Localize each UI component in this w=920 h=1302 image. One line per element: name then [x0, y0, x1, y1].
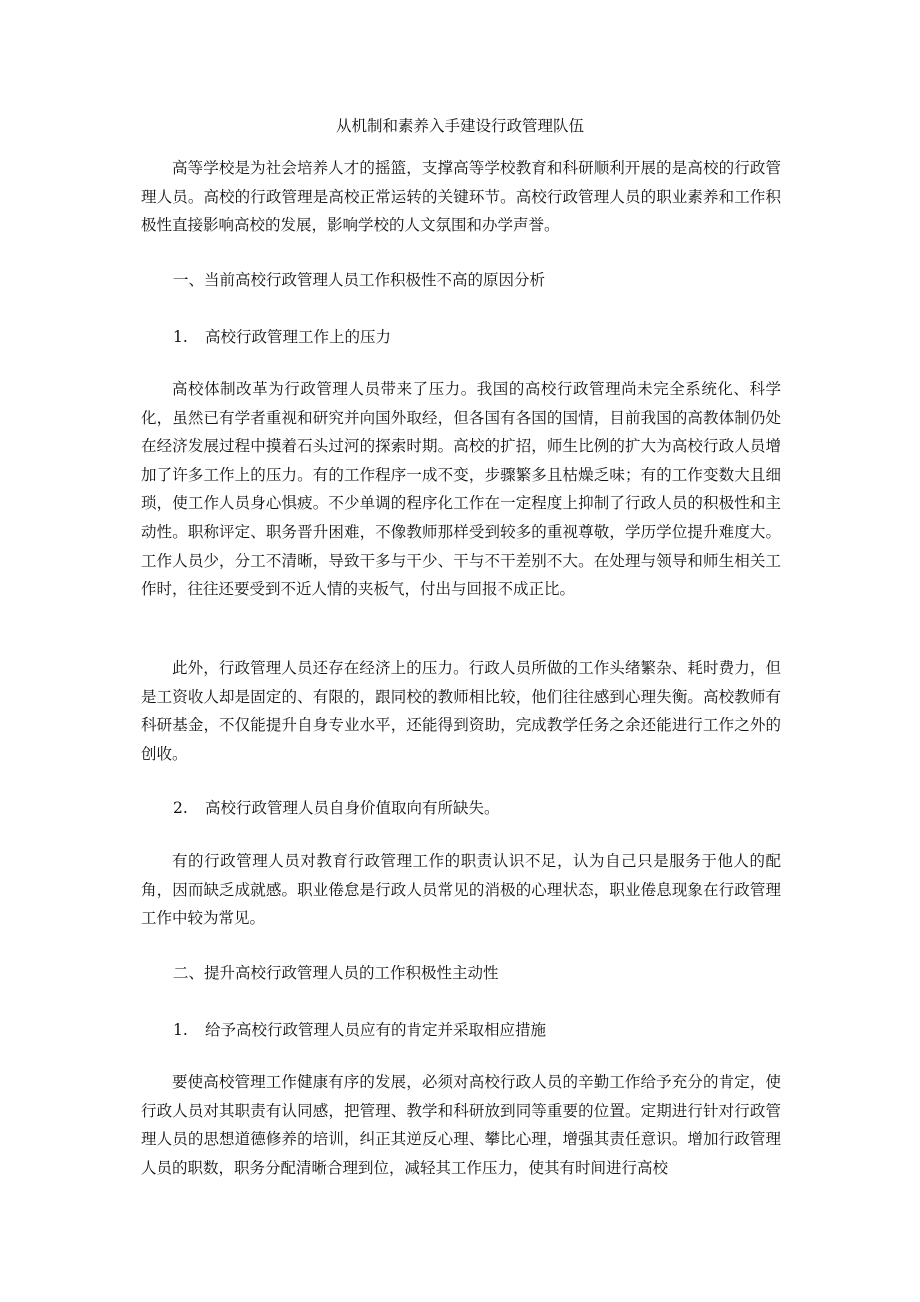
- paragraph-pressure: 高校体制改革为行政管理人员带来了压力。我国的高校行政管理尚未完全系统化、科学化，虽然已有学者重视和研究并向国外取经，但各国有各国的国情，目前我国的高教体制仍处在经济发展过程中摸着石头过河的探索时期。高校的扩招，师生比例的扩大为高校行政人员增加了许多工作上的压力。有的工作程序一成不变，步骤繁多且枯燥乏味；有的工作变数大且细琐，使工作人员身心惧疲。不少单调的程序化工作在一定程度上抑制了行政人员的积极性和主动性。职称评定、职务晋升困难，不像教师那样受到较多的重视尊敬，学历学位提升难度大。工作人员少，分工不清晰，导致干多与干少、干与不干差别不大。在处理与领导和师生相关工作时，往往还要受到不近人情的夹板气，付出与回报不成正比。: [141, 380, 781, 599]
- intro-paragraph: 高等学校是为社会培养人才的摇篮，支撑高等学校教育和科研顺利开展的是高校的行政管理人员。高校的行政管理是高校正常运转的关键环节。高校行政管理人员的职业素养和工作积极性直接影响高校的发展，影响学校的人文氛围和办学声誉。: [141, 159, 781, 235]
- subsection-3-number: 1.: [173, 1021, 188, 1039]
- paragraph-values: 有的行政管理人员对教育行政管理工作的职责认识不足，认为自己只是服务于他人的配角，因而缺乏成就感。职业倦怠是行政人员常见的消极的心理状态，职业倦息现象在行政管理工作中较为常见。: [141, 852, 781, 928]
- subsection-2-number: 2.: [173, 799, 188, 817]
- section-2-heading: 二、提升高校行政管理人员的工作积极性主动性: [173, 964, 499, 982]
- paragraph-measures: 要使高校管理工作健康有序的发展，必须对高校行政人员的辛勤工作给予充分的肯定，使行政人员对其职责有认同感，把管理、教学和科研放到同等重要的位置。定期进行针对行政管理人员的思想道德修养的培训，纠正其逆反心理、攀比心理，增强其责任意识。增加行政管理人员的职数，职务分配清晰合理到位，减轻其工作压力，使其有时间进行高校: [141, 1073, 781, 1177]
- document-title: 从机制和素养入手建设行政管理队伍: [335, 117, 584, 135]
- subsection-2-heading: [173, 796, 500, 820]
- subsection-2-title: 高校行政管理人员自身价值取向有所缺失。: [205, 799, 500, 817]
- section-1-heading: 一、当前高校行政管理人员工作积极性不高的原因分析: [173, 271, 546, 289]
- paragraph-economic: 此外，行政管理人员还存在经济上的压力。行政人员所做的工作头绪繁杂、耗时费力，但是工资收人却是固定的、有限的，跟同校的教师相比较，他们往往感到心理失衡。高校教师有科研基金，不仅能提升自身专业水平，还能得到资助，完成教学任务之余还能进行工作之外的创收。: [141, 659, 781, 763]
- subsection-1-number: 1.: [173, 328, 188, 346]
- subsection-3-title: 给予高校行政管理人员应有的肯定并采取相应措施: [205, 1021, 547, 1039]
- subsection-1-heading: [173, 325, 391, 349]
- subsection-1-title: 高校行政管理工作上的压力: [205, 328, 392, 346]
- subsection-3-heading: [173, 1018, 546, 1042]
